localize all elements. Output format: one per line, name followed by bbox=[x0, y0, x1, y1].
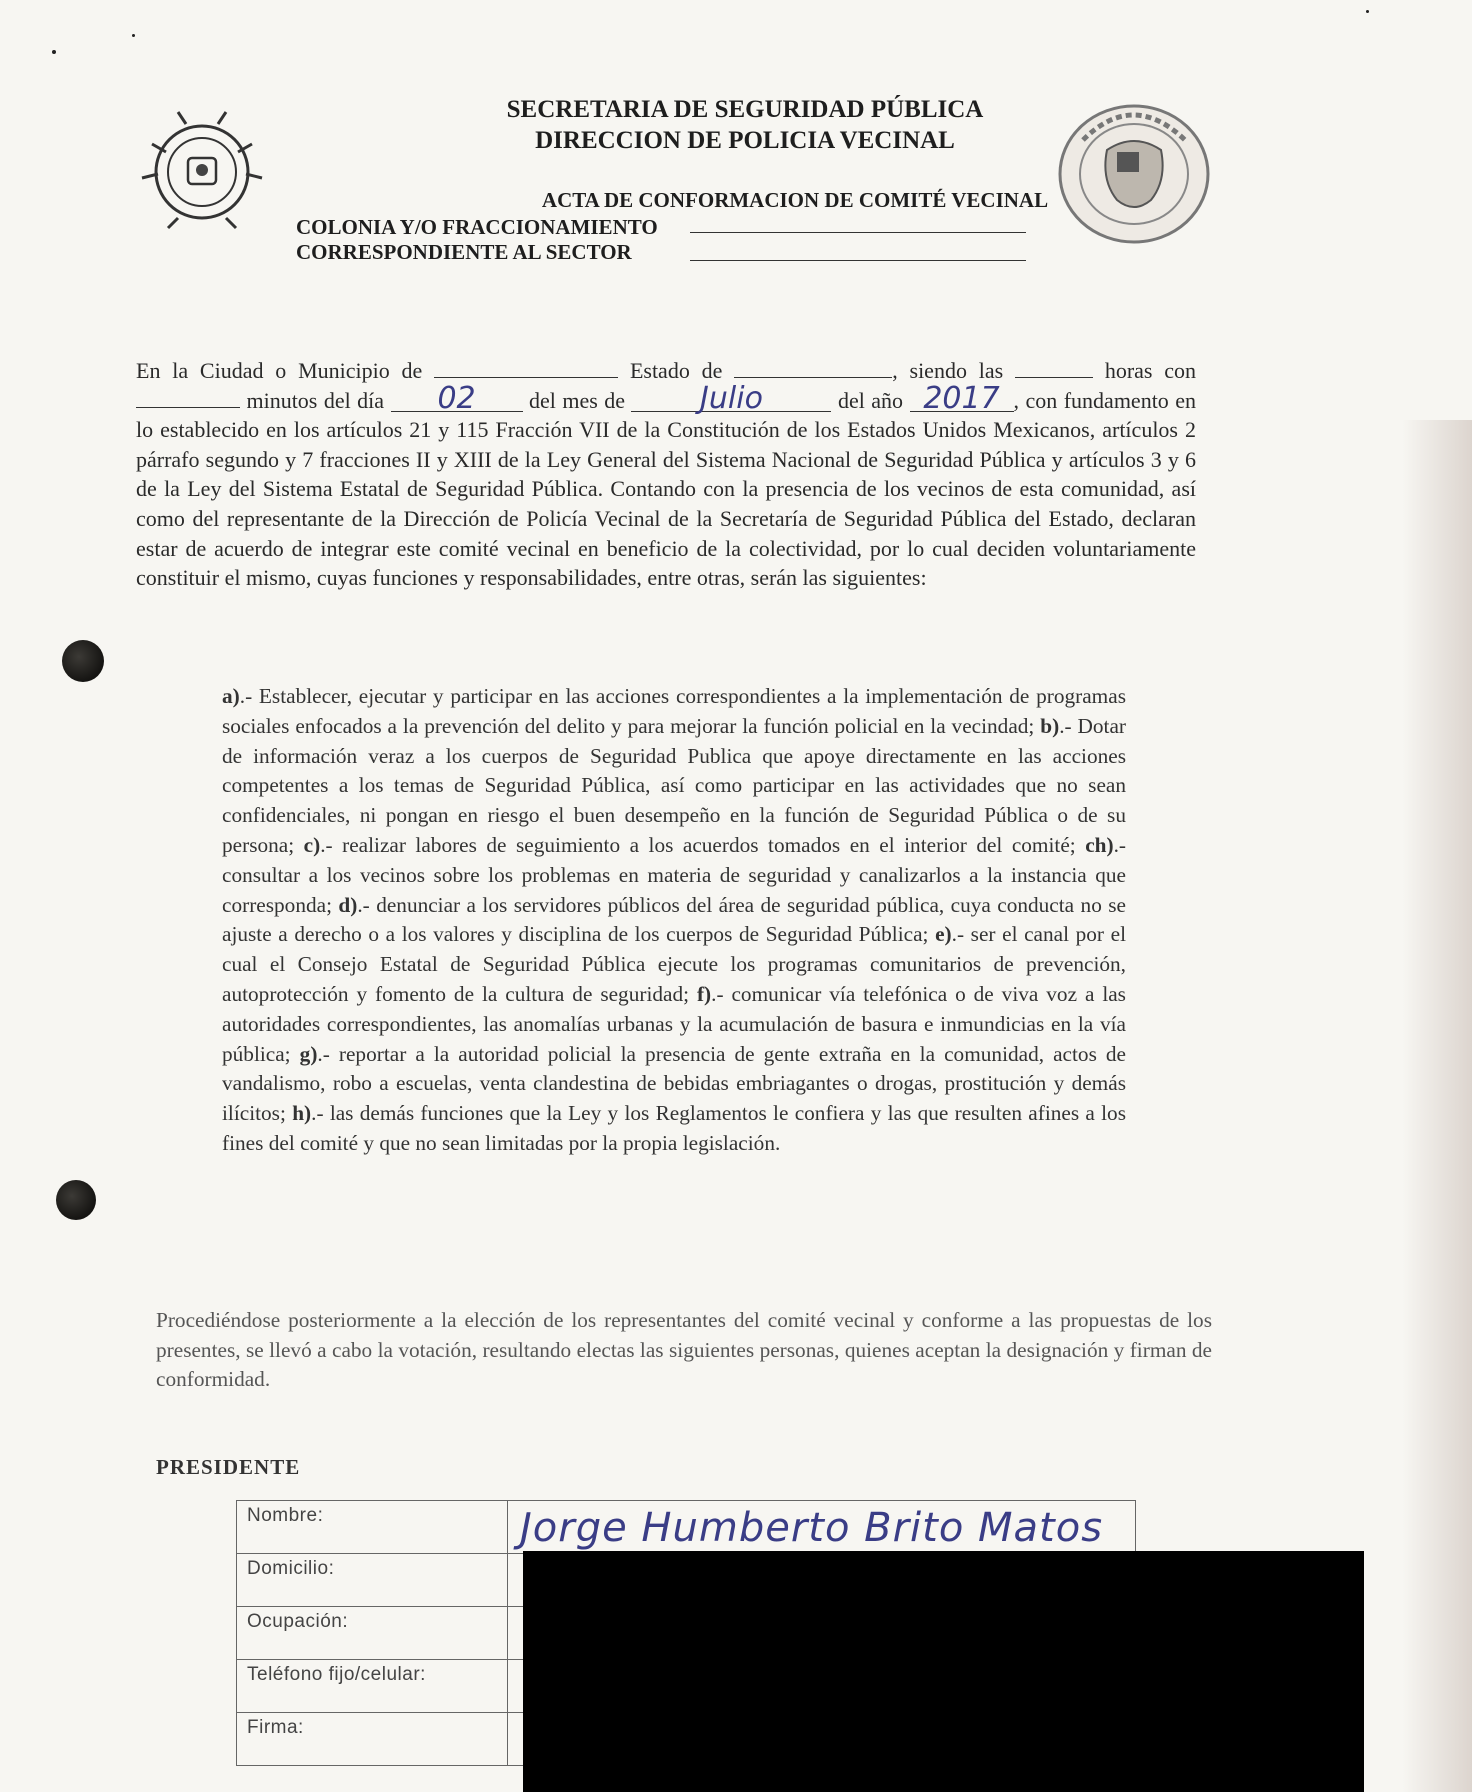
handwritten-day: 02 bbox=[391, 387, 523, 412]
item-text: .- consultar a los vecinos sobre los problemas en materia de seguridad y canalizarlos a la instancia que corresponda; bbox=[222, 832, 1127, 917]
item-label: ch) bbox=[1085, 832, 1114, 857]
intro-text: horas con bbox=[1104, 358, 1197, 383]
item-label: a) bbox=[222, 684, 240, 708]
estado-blank bbox=[734, 359, 892, 378]
ssp-emblem-icon bbox=[138, 108, 266, 236]
president-heading: PRESIDENTE bbox=[156, 1455, 301, 1479]
speck bbox=[1366, 10, 1369, 13]
intro-text: del año bbox=[837, 387, 904, 413]
item-label: e) bbox=[935, 922, 952, 947]
telefono-label: Teléfono fijo/celular: bbox=[237, 1660, 508, 1713]
item-label: d) bbox=[338, 892, 358, 917]
header-secretaria: SECRETARIA DE SEGURIDAD PÚBLICA bbox=[506, 96, 984, 123]
item-text: .- reportar a la autoridad policial la presencia de gente extraña en la comunidad, actos de vandalismo, robo a escuelas, venta clandestina de bebidas embriagantes o drogas, prostitución y demás ilícitos; bbox=[222, 1041, 1127, 1126]
item-text: .- Dotar de información veraz a los cuerpos de Seguridad Publica que apoye directamente en las acciones competentes a los temas de Seguridad Pública, así como participar en las actividades que no sean confidenciales, ni pongan en riesgo el buen desempeño en la función de Seguridad Pública o de su persona; bbox=[222, 713, 1126, 857]
ocupacion-label: Ocupación: bbox=[237, 1607, 508, 1660]
document-title: ACTA DE CONFORMACION DE COMITÉ VECINAL bbox=[541, 188, 1049, 212]
nombre-label: Nombre: bbox=[237, 1501, 508, 1554]
intro-text: , siendo las bbox=[892, 358, 1004, 383]
domicilio-label: Domicilio: bbox=[237, 1554, 508, 1607]
item-text: .- ser el canal por el cual el Consejo Estatal de Seguridad Pública ejecute los programas comunitarios de prevención, autoprotección y fomento de la cultura de seguridad; bbox=[222, 922, 1127, 1006]
handwritten-month: Julio bbox=[631, 387, 831, 412]
redaction-block bbox=[523, 1551, 1364, 1792]
municipio-blank bbox=[434, 359, 618, 378]
intro-text: minutos del día bbox=[246, 387, 385, 413]
intro-text: En la Ciudad o Municipio de bbox=[136, 358, 423, 383]
item-text: .- realizar labores de seguimiento a los acuerdos tomados en el interior del comité; bbox=[320, 832, 1076, 857]
intro-text: , con fundamento en lo establecido en los artículos 21 y 115 Fracción VII de la Constitución de los Estados Unidos Mexicanos, artículos 2 párrafo segundo y 7 fracciones II y XIII de la Ley General del Sistema Nacional de Seguridad Pública y artículos 3 y 6 de la Ley del Sistema Estatal de Seguridad Pública. Contando con la presencia de los vecinos de esta comunidad, así como del representante de la Dirección de Policía Vecinal de la Secretaría de Seguridad Pública del Estado, declaran estar de acuerdo de integrar este comité vecinal en beneficio de la colectividad, por lo cual deciden voluntariamente constituir el mismo, cuyas funciones y responsabilidades, entre otras, serán las siguientes: bbox=[136, 387, 1197, 591]
speck bbox=[132, 34, 135, 37]
punch-hole bbox=[56, 1180, 96, 1220]
sector-blank bbox=[690, 260, 1026, 261]
handwritten-president-name: Jorge Humberto Brito Matos bbox=[520, 1505, 1104, 1551]
speck bbox=[52, 50, 56, 54]
header-direccion: DIRECCION DE POLICIA VECINAL bbox=[535, 127, 955, 154]
intro-paragraph bbox=[136, 356, 1196, 593]
item-label: g) bbox=[299, 1041, 318, 1066]
functions-paragraph bbox=[222, 682, 1126, 1159]
item-label: h) bbox=[292, 1101, 312, 1126]
hora-blank bbox=[1015, 359, 1093, 378]
sector-label: CORRESPONDIENTE AL SECTOR bbox=[296, 240, 632, 264]
intro-text: del mes de bbox=[529, 387, 626, 413]
item-text: .- Establecer, ejecutar y participar en las acciones correspondientes a la implementación de programas sociales enfocados a la prevención del delito y para mejorar la función policial en la vecindad; bbox=[222, 684, 1126, 738]
election-paragraph: Procediéndose posteriormente a la elección de los representantes del comité vecinal y conforme a las propuestas de los presentes, se llevó a cabo la votación, resultando electas las siguientes personas, quienes aceptan la designación y firman de conformidad. bbox=[156, 1308, 1212, 1391]
colonia-label: COLONIA Y/O FRACCIONAMIENTO bbox=[296, 215, 658, 239]
page-edge-shadow bbox=[1402, 420, 1472, 1792]
colonia-blank bbox=[690, 232, 1026, 233]
firma-label: Firma: bbox=[237, 1713, 508, 1766]
intro-text: Estado de bbox=[629, 358, 723, 383]
handwritten-year: 2017 bbox=[910, 387, 1014, 412]
item-text: .- las demás funciones que la Ley y los Reglamentos le confiera y las que resulten afines a los fines del comité y que no sean limitadas por la propia legislación. bbox=[222, 1101, 1126, 1155]
item-label: c) bbox=[303, 832, 321, 857]
minutos-blank bbox=[136, 389, 240, 408]
punch-hole bbox=[62, 640, 104, 682]
item-text: .- comunicar vía telefónica o de viva voz a las autoridades correspondientes, las anomalías urbanas y la acumulación de basura e inmundicias en la vía pública; bbox=[222, 981, 1126, 1066]
item-text: .- denunciar a los servidores públicos del área de seguridad pública, cuya conducta no se ajuste a derecho o a los valores y disciplina de los cuerpos de Seguridad Pública; bbox=[222, 892, 1126, 947]
item-label: b) bbox=[1040, 713, 1060, 738]
item-label: f) bbox=[696, 981, 712, 1006]
